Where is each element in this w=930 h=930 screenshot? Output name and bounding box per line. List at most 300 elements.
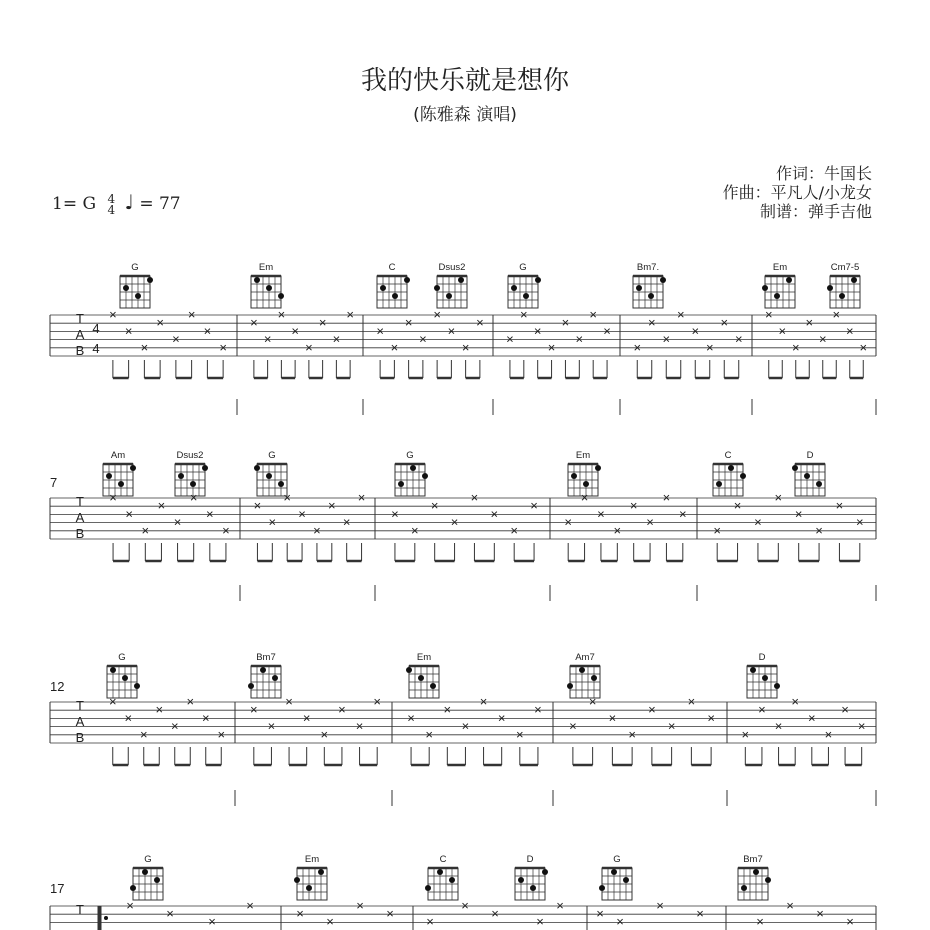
- chord-finger-dot: [716, 481, 722, 487]
- tab-pick-mark: ×: [791, 694, 799, 709]
- tab-pick-mark: ×: [187, 307, 196, 322]
- chord-diagram: [130, 854, 163, 900]
- chord-finger-dot: [142, 869, 148, 875]
- tab-pick-mark: ×: [859, 339, 868, 355]
- chord-finger-dot: [437, 869, 443, 875]
- tab-pick-mark: ×: [696, 906, 704, 921]
- system-number-7: 7: [50, 475, 58, 490]
- chord-diagram: [515, 854, 548, 900]
- tab-pick-mark: ×: [497, 710, 506, 726]
- tab-pick-mark: ×: [808, 710, 816, 726]
- tab-pick-mark: ×: [856, 514, 864, 530]
- chord-diagram: [377, 262, 410, 308]
- chord-finger-dot: [851, 277, 857, 283]
- tab-pick-mark: ×: [246, 898, 254, 913]
- tab-pick-mark: ×: [705, 339, 714, 355]
- chord-finger-dot: [816, 481, 822, 487]
- chord-finger-dot: [434, 285, 440, 291]
- chord-finger-dot: [740, 473, 746, 479]
- chord-finger-dot: [178, 473, 184, 479]
- tab-pick-mark: ×: [157, 498, 166, 514]
- repeat-dot: [104, 916, 108, 920]
- chord-finger-dot: [518, 877, 524, 883]
- tab-pick-mark: ×: [461, 339, 470, 355]
- chord-diagram: [395, 450, 428, 496]
- chord-finger-dot: [535, 277, 541, 283]
- tab-pick-mark: ×: [569, 718, 577, 734]
- chord-finger-dot: [147, 277, 153, 283]
- tab-pick-mark: ×: [774, 490, 783, 505]
- chord-name: C: [724, 450, 732, 461]
- chord-finger-dot: [248, 683, 254, 689]
- tab-pick-mark: ×: [250, 702, 258, 718]
- tab-pick-mark: ×: [720, 315, 729, 331]
- tab-pick-mark: ×: [447, 323, 456, 339]
- chord-name: Am7: [575, 652, 595, 663]
- chord-finger-dot: [762, 675, 768, 681]
- chord-diagram: [103, 450, 136, 496]
- chord-finger-dot: [110, 667, 116, 673]
- chord-finger-dot: [648, 293, 654, 299]
- tab-pick-mark: ×: [206, 506, 214, 522]
- chord-finger-dot: [202, 465, 208, 471]
- tab-pick-mark: ×: [126, 898, 134, 913]
- chord-diagram: [827, 262, 860, 308]
- tab-pick-mark: ×: [355, 718, 364, 734]
- tab-pick-mark: ×: [564, 514, 572, 530]
- tab-pick-mark: ×: [534, 702, 542, 718]
- tab-pick-mark: ×: [613, 522, 622, 538]
- tab-pick-mark: ×: [616, 914, 624, 929]
- tab-pick-mark: ×: [556, 898, 564, 913]
- tab-pick-mark: ×: [305, 339, 313, 355]
- tab-pick-mark: ×: [857, 718, 866, 734]
- tab-staff: [50, 694, 876, 765]
- tab-pick-mark: ×: [411, 522, 419, 538]
- chord-finger-dot: [266, 473, 272, 479]
- chord-diagram: [248, 652, 281, 698]
- chord-finger-dot: [410, 465, 416, 471]
- song-subtitle: (陈雅森 演唱): [413, 105, 517, 125]
- tab-pick-mark: ×: [707, 710, 715, 726]
- chord-name: Dsus2: [438, 262, 466, 273]
- tab-pick-mark: ×: [263, 331, 272, 347]
- tab-pick-mark: ×: [461, 718, 470, 734]
- chord-finger-dot: [278, 481, 284, 487]
- chord-name: Bm7.: [636, 262, 660, 273]
- chord-diagram: [633, 262, 666, 308]
- tab-pick-mark: ×: [430, 498, 439, 514]
- tab-pick-mark: ×: [774, 718, 783, 734]
- tab-pick-mark: ×: [208, 914, 216, 929]
- tab-pick-mark: ×: [679, 506, 687, 522]
- tab-pick-mark: ×: [407, 710, 415, 726]
- chord-finger-dot: [827, 285, 833, 291]
- tab-pick-mark: ×: [824, 726, 833, 742]
- tab-pick-mark: ×: [516, 726, 524, 742]
- tab-pick-mark: ×: [125, 506, 133, 522]
- tab-pick-mark: ×: [580, 490, 589, 505]
- tab-pick-mark: ×: [561, 315, 570, 331]
- tab-pick-mark: ×: [506, 331, 514, 347]
- tab-pick-mark: ×: [648, 702, 656, 718]
- tab-pick-mark: ×: [203, 323, 212, 339]
- tab-pick-mark: ×: [391, 506, 399, 522]
- chord-name: Em: [416, 652, 432, 663]
- tab-pick-mark: ×: [433, 307, 441, 322]
- chord-finger-dot: [458, 277, 464, 283]
- tab-pick-mark: ×: [815, 522, 823, 538]
- tab-pick-mark: ×: [633, 339, 642, 355]
- chord-finger-dot: [530, 885, 536, 891]
- chord-name: G: [268, 450, 276, 461]
- chord-name: C: [388, 262, 396, 273]
- system-number-12: 12: [50, 679, 65, 694]
- tab-pick-mark: ×: [756, 914, 764, 929]
- chord-diagram: [406, 652, 439, 698]
- chord-finger-dot: [839, 293, 845, 299]
- tab-pick-mark: ×: [520, 307, 528, 322]
- tab-pick-mark: ×: [386, 906, 394, 921]
- tab-pick-mark: ×: [676, 307, 685, 322]
- tab-pick-mark: ×: [139, 726, 148, 742]
- tab-pick-mark: ×: [596, 906, 604, 921]
- tab-pick-mark: ×: [253, 498, 262, 514]
- chord-finger-dot: [449, 877, 455, 883]
- chord-name: D: [526, 854, 534, 865]
- chord-diagram: [425, 854, 458, 900]
- chord-name: Am: [110, 450, 126, 461]
- tab-pick-mark: ×: [267, 718, 276, 734]
- chord-name: G: [613, 854, 621, 865]
- system-number-17: 17: [50, 881, 65, 896]
- tab-letter-B: B: [75, 526, 85, 541]
- tab-pick-mark: ×: [687, 694, 696, 709]
- tab-pick-mark: ×: [298, 506, 306, 522]
- chord-finger-dot: [774, 293, 780, 299]
- chord-finger-dot: [406, 667, 412, 673]
- chord-finger-dot: [392, 293, 398, 299]
- chord-finger-dot: [130, 885, 136, 891]
- chord-finger-dot: [762, 285, 768, 291]
- tab-pick-mark: ×: [629, 498, 638, 514]
- tab-pick-mark: ×: [778, 323, 787, 339]
- chord-diagram: [434, 262, 467, 308]
- tab-pick-mark: ×: [346, 307, 354, 322]
- chord-finger-dot: [750, 667, 756, 673]
- tab-pick-mark: ×: [124, 710, 133, 726]
- tab-pick-mark: ×: [318, 315, 327, 331]
- tab-pick-mark: ×: [450, 514, 459, 530]
- tab-time-sig: 4: [92, 341, 100, 356]
- chord-finger-dot: [190, 481, 196, 487]
- tab-pick-mark: ×: [754, 514, 762, 530]
- chord-finger-dot: [804, 473, 810, 479]
- tab-letter-A: A: [75, 510, 85, 525]
- tab-pick-mark: ×: [268, 514, 277, 530]
- chord-finger-dot: [318, 869, 324, 875]
- chord-name: G: [131, 262, 139, 273]
- chord-finger-dot: [728, 465, 734, 471]
- tab-pick-mark: ×: [818, 331, 827, 347]
- chord-diagram: [254, 450, 287, 496]
- tab-pick-mark: ×: [608, 710, 617, 726]
- chord-finger-dot: [260, 667, 266, 673]
- chord-finger-dot: [579, 667, 585, 673]
- chord-name: C: [439, 854, 447, 865]
- chord-diagram: [120, 262, 153, 308]
- chord-finger-dot: [254, 277, 260, 283]
- tab-pick-mark: ×: [140, 339, 149, 355]
- tab-pick-mark: ×: [373, 694, 381, 709]
- tab-pick-mark: ×: [108, 694, 117, 709]
- tab-pick-mark: ×: [835, 498, 844, 514]
- chord-diagram: [508, 262, 541, 308]
- tab-pick-mark: ×: [419, 331, 427, 347]
- chord-finger-dot: [430, 683, 436, 689]
- tab-pick-mark: ×: [342, 514, 351, 530]
- tab-pick-mark: ×: [786, 898, 794, 913]
- tab-pick-mark: ×: [219, 339, 227, 355]
- composer: 作曲：平凡人/小龙女: [722, 183, 872, 202]
- tab-pick-mark: ×: [332, 331, 341, 347]
- tab-letter-A: A: [75, 714, 85, 729]
- chord-finger-dot: [583, 481, 589, 487]
- tab-pick-mark: ×: [575, 331, 584, 347]
- tab-pick-mark: ×: [201, 710, 210, 726]
- chord-finger-dot: [294, 877, 300, 883]
- chord-name: Em: [304, 854, 320, 865]
- tab-pick-mark: ×: [845, 323, 854, 339]
- chord-diagram: [747, 652, 780, 698]
- chord-diagram: [107, 652, 140, 698]
- tab-pick-mark: ×: [155, 702, 164, 718]
- tab-pick-mark: ×: [470, 490, 479, 505]
- tab-letter-T: T: [76, 311, 84, 326]
- tab-pick-mark: ×: [277, 307, 286, 322]
- tab-letter-B: B: [75, 730, 85, 745]
- chord-finger-dot: [404, 277, 410, 283]
- tab-pick-mark: ×: [328, 498, 336, 514]
- chord-name: D: [758, 652, 766, 663]
- song-title: 我的快乐就是想你: [360, 66, 569, 96]
- chord-finger-dot: [765, 877, 771, 883]
- tab-time-sig: 4: [92, 321, 100, 336]
- chord-finger-dot: [130, 465, 136, 471]
- quarter-note-icon: ♩: [124, 190, 134, 214]
- chord-finger-dot: [266, 285, 272, 291]
- tab-pick-mark: ×: [597, 506, 605, 522]
- chord-name: G: [144, 854, 152, 865]
- chord-name: Bm7: [256, 652, 276, 663]
- arranger: 制谱：弹手吉他: [759, 202, 872, 221]
- chord-finger-dot: [591, 675, 597, 681]
- tab-pick-mark: ×: [547, 339, 556, 355]
- tab-pick-mark: ×: [691, 323, 700, 339]
- chord-finger-dot: [254, 465, 260, 471]
- tab-pick-mark: ×: [490, 506, 499, 522]
- chord-finger-dot: [425, 885, 431, 891]
- chord-name: G: [519, 262, 527, 273]
- chord-finger-dot: [135, 293, 141, 299]
- tab-pick-mark: ×: [291, 323, 299, 339]
- chord-finger-dot: [422, 473, 428, 479]
- chord-finger-dot: [611, 869, 617, 875]
- tab-pick-mark: ×: [713, 522, 721, 538]
- chord-finger-dot: [774, 683, 780, 689]
- tab-letter-B: B: [75, 343, 85, 358]
- tab-pick-mark: ×: [357, 490, 366, 505]
- chord-finger-dot: [660, 277, 666, 283]
- tab-letter-T: T: [76, 902, 84, 917]
- tab-pick-mark: ×: [124, 323, 133, 339]
- tab-pick-mark: ×: [285, 694, 293, 709]
- tab-pick-mark: ×: [628, 726, 636, 742]
- tab-pick-mark: ×: [603, 323, 611, 339]
- tab-pick-mark: ×: [426, 914, 434, 929]
- tab-letter-T: T: [76, 494, 84, 509]
- tab-staff: [50, 490, 876, 561]
- tab-pick-mark: ×: [805, 315, 814, 331]
- chord-finger-dot: [623, 877, 629, 883]
- tab-pick-mark: ×: [791, 339, 800, 355]
- chord-finger-dot: [106, 473, 112, 479]
- tab-pick-mark: ×: [476, 315, 484, 331]
- chord-diagram: [294, 854, 327, 900]
- chord-finger-dot: [154, 877, 160, 883]
- chord-finger-dot: [753, 869, 759, 875]
- tab-pick-mark: ×: [794, 506, 803, 522]
- tab-pick-mark: ×: [832, 307, 841, 322]
- tab-pick-mark: ×: [758, 702, 766, 718]
- tab-pick-mark: ×: [217, 726, 226, 742]
- chord-name: G: [406, 450, 414, 461]
- chord-diagram: [713, 450, 746, 496]
- tab-pick-mark: ×: [647, 315, 656, 331]
- tab-pick-mark: ×: [656, 898, 664, 913]
- tab-pick-mark: ×: [588, 694, 597, 709]
- chord-diagram: [251, 262, 284, 308]
- tab-pick-mark: ×: [816, 906, 824, 921]
- chord-name: Cm7-5: [830, 262, 860, 273]
- time-signature: 4 4: [107, 191, 116, 217]
- chord-finger-dot: [306, 885, 312, 891]
- tab-pick-mark: ×: [662, 331, 671, 347]
- tab-pick-mark: ×: [326, 914, 334, 929]
- tab-pick-mark: ×: [425, 726, 433, 742]
- tab-pick-mark: ×: [338, 702, 346, 718]
- chord-finger-dot: [380, 285, 386, 291]
- chord-diagram: [567, 652, 600, 698]
- tab-pick-mark: ×: [320, 726, 329, 742]
- chord-finger-dot: [786, 277, 792, 283]
- tab-pick-mark: ×: [313, 522, 321, 538]
- tab-pick-mark: ×: [283, 490, 291, 505]
- chord-finger-dot: [123, 285, 129, 291]
- chord-finger-dot: [398, 481, 404, 487]
- tab-pick-mark: ×: [141, 522, 150, 538]
- chord-diagram: [762, 262, 795, 308]
- chord-finger-dot: [741, 885, 747, 891]
- tab-pick-mark: ×: [189, 490, 198, 505]
- tab-pick-mark: ×: [250, 315, 258, 331]
- tab-pick-mark: ×: [186, 694, 195, 709]
- tab-pick-mark: ×: [589, 307, 597, 322]
- tab-pick-mark: ×: [296, 906, 304, 921]
- tab-pick-mark: ×: [404, 315, 413, 331]
- tab-pick-mark: ×: [479, 694, 488, 709]
- chord-name: Em: [575, 450, 591, 461]
- tab-pick-mark: ×: [172, 331, 180, 347]
- tab-staff: [50, 307, 876, 378]
- tab-pick-mark: ×: [741, 726, 750, 742]
- tab-letter-T: T: [76, 698, 84, 713]
- chord-name: Em: [258, 262, 274, 273]
- tab-pick-mark: ×: [733, 498, 742, 514]
- chord-finger-dot: [542, 869, 548, 875]
- tab-pick-mark: ×: [530, 498, 538, 514]
- chord-finger-dot: [446, 293, 452, 299]
- chord-finger-dot: [134, 683, 140, 689]
- chord-name: Em: [772, 262, 788, 273]
- tab-pick-mark: ×: [764, 307, 773, 322]
- tab-pick-mark: ×: [356, 898, 364, 913]
- tab-pick-mark: ×: [841, 702, 849, 718]
- chord-finger-dot: [511, 285, 517, 291]
- tab-pick-mark: ×: [390, 339, 399, 355]
- chord-name: D: [806, 450, 814, 461]
- chord-finger-dot: [418, 675, 424, 681]
- tab-pick-mark: ×: [533, 323, 542, 339]
- tab-pick-mark: ×: [156, 315, 164, 331]
- chord-finger-dot: [118, 481, 124, 487]
- chord-diagram: [599, 854, 632, 900]
- tab-pick-mark: ×: [109, 307, 117, 322]
- lyricist: 作词：牛国长: [775, 164, 872, 183]
- tab-pick-mark: ×: [166, 906, 174, 921]
- tempo-value: = 77: [139, 194, 181, 214]
- tab-pick-mark: ×: [461, 898, 469, 913]
- chord-finger-dot: [636, 285, 642, 291]
- chord-finger-dot: [567, 683, 573, 689]
- tab-pick-mark: ×: [491, 906, 499, 921]
- tab-letter-A: A: [75, 327, 85, 342]
- tab-pick-mark: ×: [443, 702, 452, 718]
- tab-pick-mark: ×: [170, 718, 179, 734]
- tab-pick-mark: ×: [536, 914, 544, 929]
- tab-pick-mark: ×: [667, 718, 676, 734]
- chord-name: G: [118, 652, 126, 663]
- tab-pick-mark: ×: [734, 331, 743, 347]
- chord-name: Dsus2: [176, 450, 204, 461]
- chord-finger-dot: [523, 293, 529, 299]
- chord-finger-dot: [272, 675, 278, 681]
- tab-pick-mark: ×: [173, 514, 182, 530]
- tab-pick-mark: ×: [222, 522, 230, 538]
- tab-pick-mark: ×: [846, 914, 854, 929]
- chord-finger-dot: [122, 675, 128, 681]
- chord-diagram: [792, 450, 825, 496]
- key-signature: 1= G: [52, 194, 97, 214]
- tab-pick-mark: ×: [662, 490, 671, 505]
- tab-pick-mark: ×: [376, 323, 384, 339]
- chord-finger-dot: [278, 293, 284, 299]
- chord-diagram: [738, 854, 771, 900]
- chord-finger-dot: [599, 885, 605, 891]
- tab-pick-mark: ×: [109, 490, 117, 505]
- chord-finger-dot: [571, 473, 577, 479]
- chord-name: Bm7: [743, 854, 763, 865]
